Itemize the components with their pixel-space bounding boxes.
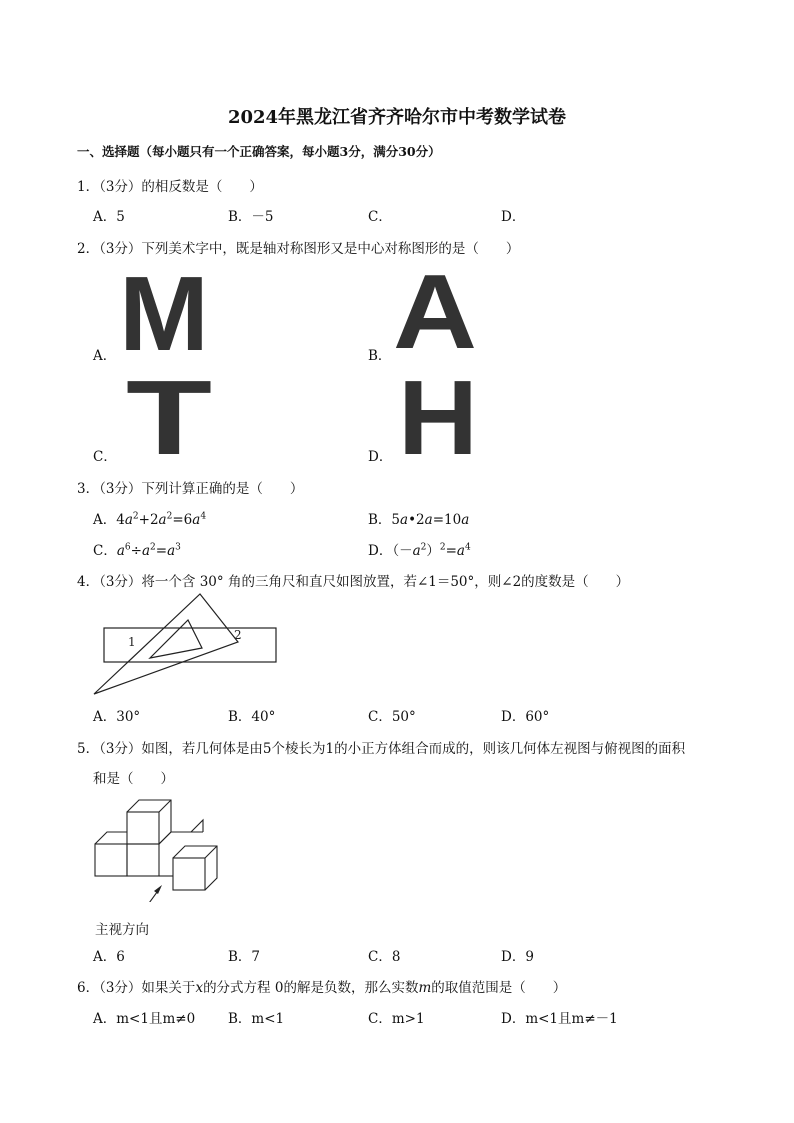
q6-var-x: x <box>195 980 204 996</box>
q6-option-a: A．m<1且m≠0 <box>93 1011 196 1027</box>
q2-letter-a: A <box>393 268 477 350</box>
q3-option-b-label: B． <box>368 512 392 528</box>
q1-option-b: B．－5 <box>228 209 274 225</box>
page-title: 2024年黑龙江省齐齐哈尔市中考数学试卷 <box>227 107 567 128</box>
q6-option-b: B．m<1 <box>228 1011 285 1027</box>
q1-option-d: D． <box>501 209 526 225</box>
q4-angle-label-2: 2 <box>234 628 242 642</box>
q4-triangle-outer <box>94 594 238 694</box>
question-3-stem: 3．（3分）下列计算正确的是（ ） <box>77 481 304 497</box>
q5-view-direction-caption: 主视方向 <box>95 922 149 938</box>
q2-letter-t: T <box>126 374 212 456</box>
question-6-stem <box>77 976 566 996</box>
q4-ruler-triangle-figure <box>90 592 286 702</box>
q4-option-b: B．40° <box>228 709 276 725</box>
q2-letter-t-image <box>124 374 214 456</box>
q6-stem-mid: 的分式方程 0的解是负数，那么实数 <box>203 980 419 996</box>
question-4-stem: 4．（3分）将一个含 30° 角的三角尺和直尺如图放置，若∠1＝50°，则∠2的度数是（ ） <box>77 574 630 590</box>
q6-stem-pre: 6．（3分）如果关于 <box>77 980 196 996</box>
q3-option-c: C．$a^6\div a^2=a^3$ <box>93 542 181 559</box>
question-2-stem: 2．（3分）下列美术字中，既是轴对称图形又是中心对称图形的是（ ） <box>77 241 520 257</box>
q5-option-c: C．8 <box>368 949 401 965</box>
q4-triangle-inner <box>150 620 202 658</box>
q4-option-c: C．50° <box>368 709 416 725</box>
q3-option-b: B．5a•2a=10a <box>368 512 470 528</box>
q2-letter-h: H <box>398 374 478 456</box>
q3-option-d-label: D． <box>368 543 393 559</box>
question-5-stem-line1: 5．（3分）如图，若几何体是由5个棱长为1的小正方体组合而成的，则该几何体左视图与俯视图的面积 <box>77 741 686 757</box>
q2-option-d: D． <box>368 449 393 465</box>
q4-angle-label-1: 1 <box>128 635 136 649</box>
question-5-stem-line2: 和是（ ） <box>93 771 174 787</box>
q3-option-d: D．$(-a^2)^2=a^4$ <box>368 542 471 559</box>
q2-letter-m-image <box>118 270 210 352</box>
q6-option-c: C．m>1 <box>368 1011 425 1027</box>
q2-letter-a-image <box>392 268 478 350</box>
q5-option-b: B．7 <box>228 949 261 965</box>
q6-stem-post: 的取值范围是（ ） <box>431 980 567 996</box>
q3-option-c-label: C． <box>93 543 117 559</box>
q5-cubes-figure <box>92 792 228 902</box>
q4-option-a: A．30° <box>93 709 141 725</box>
q5-option-d: D．9 <box>501 949 534 965</box>
q2-letter-m: M <box>119 270 209 352</box>
q3-option-a: A．$4a^2+2a^2=6a^4$ <box>93 511 207 528</box>
question-1-stem: 1．（3分）的相反数是（ ） <box>77 179 263 195</box>
q2-option-c: C． <box>93 449 117 465</box>
q3-option-a-label: A． <box>93 512 117 528</box>
q6-option-d: D．m<1且m≠－1 <box>501 1011 618 1027</box>
q4-option-d: D．60° <box>501 709 550 725</box>
q1-option-a: A．5 <box>93 209 125 225</box>
section-heading: 一、选择题（每小题只有一个正确答案，每小题3分，满分30分） <box>77 144 441 159</box>
q2-option-a: A． <box>93 348 117 364</box>
q2-option-b: B． <box>368 348 392 364</box>
q6-var-m: m <box>418 980 432 996</box>
q1-option-c: C． <box>368 209 392 225</box>
q5-option-a: A．6 <box>93 949 125 965</box>
q2-letter-h-image <box>396 374 480 456</box>
